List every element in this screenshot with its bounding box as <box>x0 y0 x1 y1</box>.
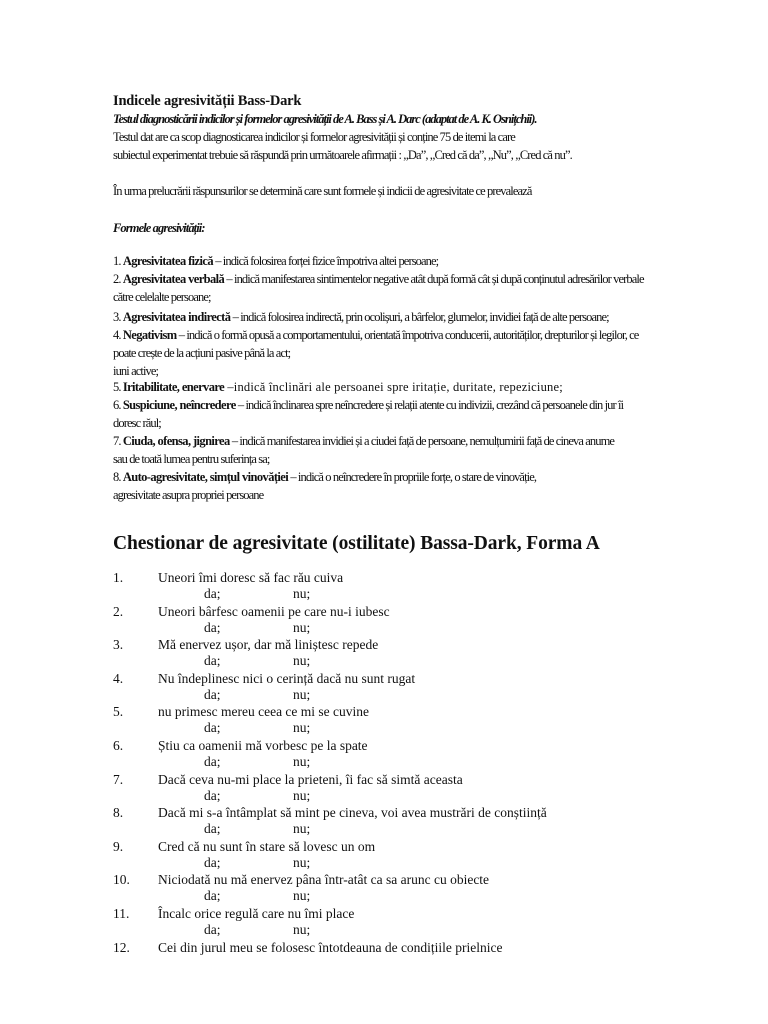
answer-yes-option[interactable]: da; <box>204 586 221 601</box>
form-description: către celelalte persoane; <box>113 290 211 304</box>
question-item <box>113 671 673 705</box>
form-name: Iritabilitate, enervare <box>122 380 225 394</box>
form-description: doresc răul; <box>113 416 161 430</box>
question-number: 8. <box>113 805 124 821</box>
answer-no-option[interactable]: nu; <box>293 821 311 837</box>
question-item <box>113 872 673 906</box>
question-text: Cred că nu sunt în stare să lovesc un om <box>158 838 376 854</box>
form-description: – indică înclinarea spre neîncredere și relații atente cu indivizii, crezând că persoanele din jur îi <box>235 398 624 412</box>
question-number: 2. <box>113 603 124 619</box>
form-description: poate crește de la acțiuni pasive până la act; <box>113 346 291 360</box>
question-number: 12. <box>113 939 130 955</box>
answer-no-option[interactable]: nu; <box>293 753 311 769</box>
result-text: În urma prelucrării răspunsurilor se determină care sunt formele și indicii de agresivitate ce prevalează <box>113 184 532 198</box>
form-line <box>113 434 614 449</box>
form-name: Agresivitatea fizică <box>122 254 213 268</box>
form-description: –indică înclinări ale persoanei spre iritație, duritate, repeziciune; <box>224 380 563 394</box>
answer-yes-option[interactable]: da; <box>204 888 221 904</box>
question-text: Mă enervez ușor, dar mă liniștesc repede <box>158 637 379 653</box>
question-text: Uneori bârfesc oamenii pe care nu-i iubesc <box>158 603 390 619</box>
question-text: Niciodată nu mă enervez pâna într-atât ca sa arunc cu obiecte <box>158 872 490 888</box>
question-text: Cei din jurul meu se folosesc întotdeauna de condițiile prielnice <box>158 939 503 955</box>
question-text: Încalc orice regulă care nu îmi place <box>158 905 355 921</box>
intro-line-2: subiectul experimentat trebuie să răspundă prin următoarele afirmații : „Da”, „Cred că da”, „Nu”, „Cred că nu”. <box>113 148 572 162</box>
form-line <box>113 328 638 343</box>
question-item <box>113 570 673 604</box>
form-line <box>113 470 536 485</box>
answer-yes-option[interactable]: da; <box>204 686 221 702</box>
form-line <box>113 452 270 467</box>
answer-no-option[interactable]: nu; <box>293 686 311 702</box>
form-description: – indică manifestarea sintimentelor negative atât după formă cât și după conținutul adresărilor verbale <box>224 272 644 286</box>
question-item <box>113 772 673 806</box>
document-title: Indicele agresivității Bass-Dark <box>113 93 302 109</box>
form-line <box>113 272 644 287</box>
form-number: 8. <box>113 470 123 484</box>
form-description: agresivitate asupra propriei persoane <box>113 488 264 502</box>
form-number: 5. <box>113 380 123 394</box>
answer-no-option[interactable]: nu; <box>293 619 311 635</box>
question-item <box>113 637 673 671</box>
answer-yes-option[interactable]: da; <box>204 787 221 803</box>
form-description: – indică folosirea indirectă, prin ocolișuri, a bârfelor, glumelor, invidiei față de alte persoane; <box>230 310 609 324</box>
form-name: Agresivitatea indirectă <box>122 310 231 324</box>
question-number: 10. <box>113 872 130 888</box>
form-line <box>113 254 438 269</box>
form-description: sau de toată lumea pentru suferința sa; <box>113 452 270 466</box>
question-text: Dacă ceva nu-mi place la prieteni, îi fac să simtă aceasta <box>158 771 463 787</box>
form-line <box>113 346 290 361</box>
forms-heading: Formele agresivității: <box>113 221 205 235</box>
form-number: 3. <box>113 310 123 324</box>
question-item <box>113 906 673 940</box>
form-description: – indică manifestarea invidiei și a ciudei față de persoane, nemulțumirii față de cineva anume <box>229 434 615 448</box>
answer-no-option[interactable]: nu; <box>293 854 311 870</box>
question-item <box>113 738 673 772</box>
form-line <box>113 290 211 305</box>
questions-list <box>113 570 673 973</box>
form-line <box>113 398 623 413</box>
form-name: Suspiciune, neîncredere <box>122 398 236 412</box>
question-text: nu primesc mereu ceea ce mi se cuvine <box>158 704 370 720</box>
question-number: 6. <box>113 737 124 753</box>
form-name: Agresivitatea verbală <box>122 272 225 286</box>
question-item <box>113 805 673 839</box>
answer-yes-option[interactable]: da; <box>204 653 221 669</box>
question-item <box>113 839 673 873</box>
form-number: 6. <box>113 398 123 412</box>
answer-yes-option[interactable]: da; <box>204 753 221 769</box>
answer-yes-option[interactable]: da; <box>204 854 221 870</box>
question-number: 3. <box>113 637 124 653</box>
answer-yes-option[interactable]: da; <box>204 921 221 937</box>
question-text: Uneori îmi doresc să fac rău cuiva <box>158 570 344 585</box>
question-number: 1. <box>113 570 124 585</box>
form-number: 2. <box>113 272 123 286</box>
form-description: – indică o neîncredere în propriile forțe, o stare de vinovăție, <box>288 470 537 484</box>
form-line <box>113 380 563 395</box>
questionnaire-title: Chestionar de agresivitate (ostilitate) Bassa-Dark, Forma A <box>113 533 600 554</box>
answer-no-option[interactable]: nu; <box>293 653 311 669</box>
question-item <box>113 704 673 738</box>
form-line <box>113 310 609 325</box>
intro-line-1: Testul dat are ca scop diagnosticarea indicilor și formelor agresivității și conține 75 de itemi la care <box>113 130 515 144</box>
answer-yes-option[interactable]: da; <box>204 720 221 736</box>
question-item <box>113 604 673 638</box>
question-number: 5. <box>113 704 124 720</box>
question-number: 4. <box>113 670 124 686</box>
question-item <box>113 940 673 974</box>
answer-yes-option[interactable]: da; <box>204 821 221 837</box>
answer-no-option[interactable]: nu; <box>293 787 311 803</box>
answer-no-option[interactable]: nu; <box>293 888 311 904</box>
form-name: Ciuda, ofensa, jignirea <box>122 434 230 448</box>
form-line <box>113 364 158 379</box>
form-name: Auto-agresivitate, simțul vinovăției <box>122 470 289 484</box>
question-text: Dacă mi s-a întâmplat să mint pe cineva, voi avea mustrări de conștiință <box>158 805 547 821</box>
form-number: 1. <box>113 254 123 268</box>
form-line <box>113 488 263 503</box>
form-description: – indică o formă opusă a comportamentului, orientată împotriva conducerii, autorităților, drepturilor și legilor, ce <box>176 328 639 342</box>
form-name: Negativism <box>122 328 177 342</box>
answer-no-option[interactable]: nu; <box>293 720 311 736</box>
question-text: Nu îndeplinesc nici o cerință dacă nu sunt rugat <box>158 670 416 686</box>
form-number: 4. <box>113 328 123 342</box>
form-description: – indică folosirea forței fizice împotriva altei persoane; <box>212 254 439 268</box>
question-number: 11. <box>113 905 130 921</box>
question-text: Știu ca oamenii mă vorbesc pe la spate <box>158 737 368 753</box>
form-number: 7. <box>113 434 123 448</box>
answer-no-option[interactable]: nu; <box>293 921 311 937</box>
answer-no-option[interactable]: nu; <box>293 586 311 601</box>
answer-yes-option[interactable]: da; <box>204 619 221 635</box>
form-description: iuni active; <box>113 364 159 378</box>
form-line <box>113 416 161 431</box>
question-number: 9. <box>113 838 124 854</box>
document-subtitle: Testul diagnosticării indicilor și formelor agresivității de A. Bass și A. Darc (adaptat de A. K. Osnițchii). <box>113 112 537 126</box>
question-number: 7. <box>113 771 124 787</box>
